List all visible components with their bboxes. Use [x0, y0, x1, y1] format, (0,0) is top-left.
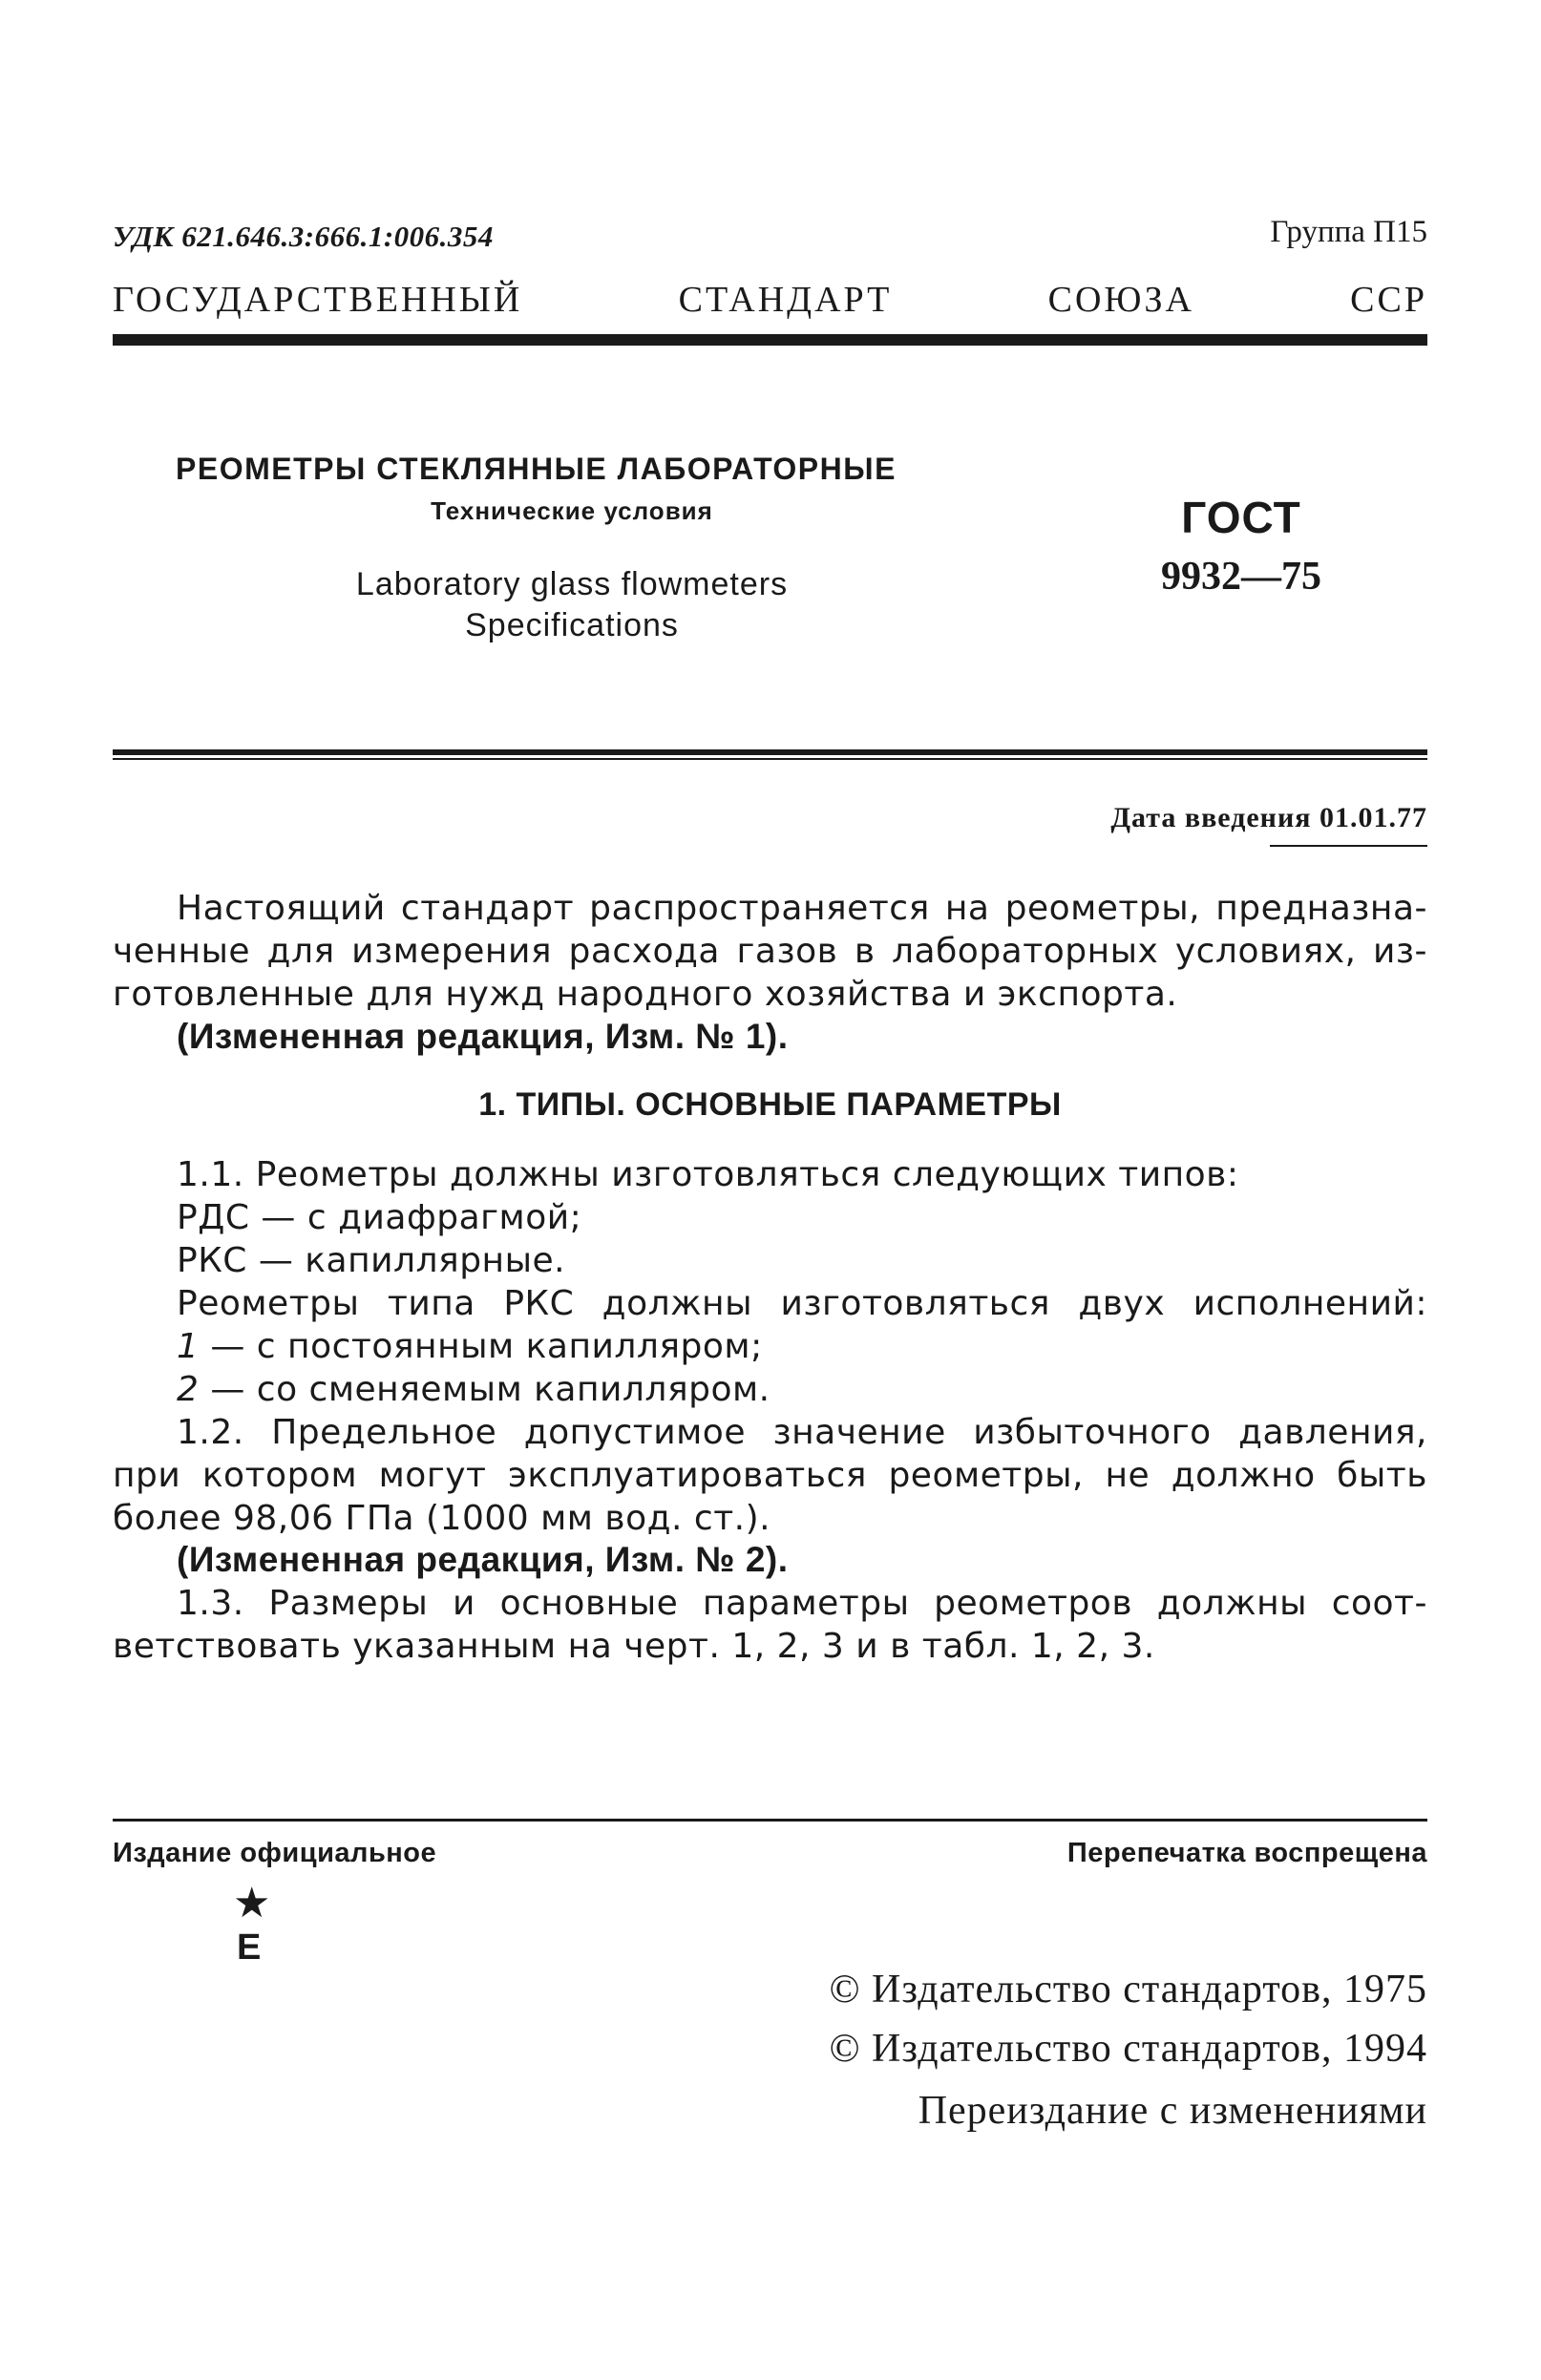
clause-1-1-item-1 — [177, 1326, 763, 1368]
date-label: Дата введения — [1110, 802, 1312, 833]
state-word-4: ССР — [1350, 280, 1427, 320]
section-heading: 1. ТИПЫ. ОСНОВНЫЕ ПАРАМЕТРЫ — [478, 1086, 1062, 1123]
clause-1-1-type-rks: РКС — капиллярные. — [177, 1241, 566, 1280]
middle-rule-thin — [113, 758, 1427, 760]
state-standard-heading — [113, 279, 1427, 321]
document-subtitle-en: Specifications — [465, 607, 679, 643]
reprint-prohibited-label: Перепечатка воспрещена — [1066, 1838, 1427, 1868]
clause-1-1-line-4: Реометры типа РКС должны изготовляться двух исполнений: — [177, 1284, 1427, 1323]
item-2-text: — со сменяемым капилляром. — [199, 1370, 770, 1409]
bottom-rule — [113, 1819, 1427, 1822]
intro-line-1: Настоящий стандарт распространяется на реометры, предназна- — [177, 889, 1427, 928]
state-word-2: СТАНДАРТ — [678, 280, 893, 320]
date-underline — [1270, 845, 1427, 847]
state-word-1: ГОСУДАРСТВЕННЫЙ — [113, 280, 523, 320]
group-code: Группа П15 — [1270, 215, 1427, 249]
date-value: 01.01.77 — [1319, 802, 1427, 833]
clause-1-2-line-1: 1.2. Предельное допустимое значение избыточного давления, — [177, 1413, 1427, 1452]
clause-1-2-line-2: при котором могут эксплуатироваться реометры, не должно быть — [113, 1456, 1427, 1495]
document-title-ru: РЕОМЕТРЫ СТЕКЛЯННЫЕ ЛАБОРАТОРНЫЕ — [176, 452, 897, 486]
e-mark: Е — [237, 1927, 262, 1968]
clause-1-2-line-3: более 98,06 ГПа (1000 мм вод. ст.). — [113, 1499, 771, 1538]
copyright-1994: © Издательство стандартов, 1994 — [829, 2027, 1427, 2071]
edit-note-2: (Измененная редакция, Изм. № 2). — [177, 1540, 789, 1579]
intro-line-2: ченные для измерения расхода газов в лабораторных условиях, из- — [113, 932, 1427, 971]
copyright-1975: © Издательство стандартов, 1975 — [829, 1968, 1427, 2011]
state-word-3: СОЮЗА — [1047, 280, 1194, 320]
document-title-en: Laboratory glass flowmeters — [355, 566, 789, 602]
item-2-number: 2 — [177, 1370, 200, 1409]
gost-number: 9932—75 — [1161, 555, 1321, 599]
intro-line-3: готовленные для нужд народного хозяйства и экспорта. — [113, 975, 1178, 1014]
star-icon: ★ — [233, 1879, 271, 1927]
official-edition-label: Издание официальное — [113, 1838, 437, 1868]
top-rule — [113, 334, 1427, 346]
reissue-note: Переиздание с изменениями — [918, 2089, 1427, 2133]
clause-1-3-line-1: 1.3. Размеры и основные параметры реометров должны соот- — [177, 1584, 1427, 1623]
clause-1-1-line-1: 1.1. Реометры должны изготовляться следующих типов: — [177, 1155, 1239, 1194]
gost-label: ГОСТ — [1181, 493, 1301, 542]
clause-1-3-line-2: ветствовать указанным на черт. 1, 2, 3 и в табл. 1, 2, 3. — [113, 1627, 1155, 1666]
edit-note-1: (Измененная редакция, Изм. № 1). — [177, 1017, 789, 1056]
item-1-text: — с постоянным капилляром; — [199, 1327, 763, 1366]
clause-1-1-type-rds: РДС — с диафрагмой; — [177, 1198, 582, 1237]
introduction-date — [955, 802, 1427, 834]
item-1-number: 1 — [177, 1327, 200, 1366]
udk-code: УДК 621.646.3:666.1:006.354 — [113, 220, 494, 253]
middle-rule — [113, 749, 1427, 755]
clause-1-1-item-2 — [177, 1369, 770, 1411]
document-subtitle-ru: Технические условия — [431, 496, 713, 525]
